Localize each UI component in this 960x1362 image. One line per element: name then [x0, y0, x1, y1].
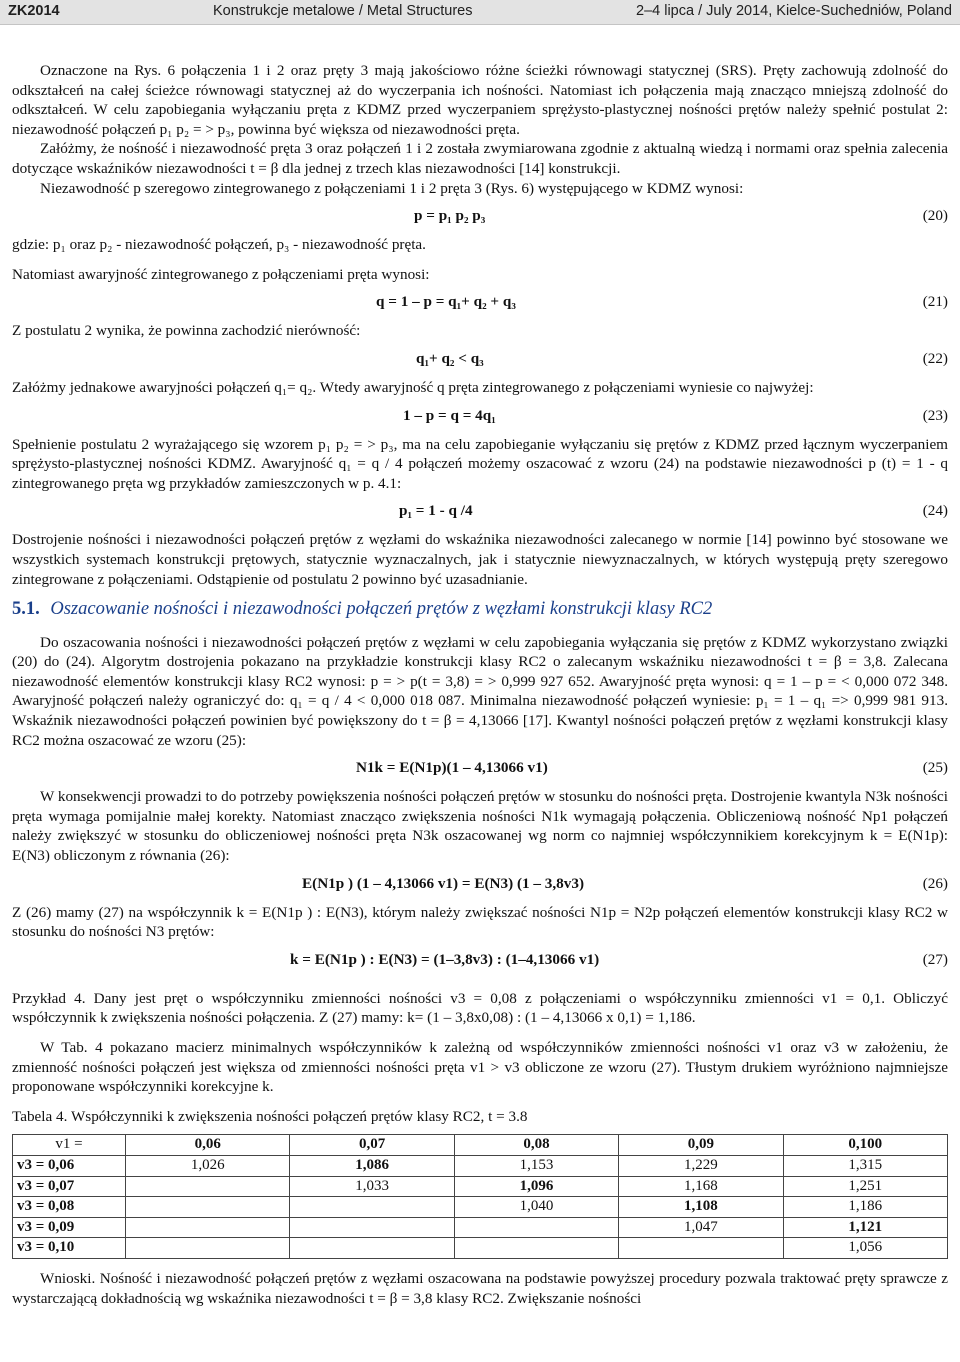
paragraph: Wnioski. Nośność i niezawodność połączeń prętów z węzłami oszacowana na podstawie powyższej procedury pozwala traktować pręty sprawcze z wystarczającą dokładnością wg wskaźnika niezawodności t = β = 3,8 klasy RC2. Zwiększanie nośności: [12, 1269, 948, 1307]
conference-dates: 2–4 lipca / July 2014, Kielce-Suchedniów, Poland: [636, 3, 952, 19]
table-cell: 1,086: [290, 1155, 454, 1176]
table-cell: 1,026: [126, 1155, 290, 1176]
table-column-header: 0,100: [783, 1135, 947, 1156]
paragraph: W konsekwencji prowadzi to do potrzeby powiększenia nośności połączeń prętów w stosunku do nośności pręta. Dostrojenie kwantyla N3k nośności pręta wymaga pomijalnie małej korekty. Natomiast znacząco zwiększenia nośności N1k wymagają połączenia. Obliczeniową nośność Np1 połączeń należy zwiększyć w stosunku do obliczeniowej nośności pręta N3k oszacowanej wg norm co najmniej współczynnikiem korekcyjnym k = E(N1p): E(N3) obliczonym z równania (26):: [12, 788, 948, 865]
table-cell: [290, 1238, 454, 1259]
table-cell: [290, 1197, 454, 1218]
table-cell: 1,121: [783, 1217, 947, 1238]
table-cell: 1,047: [619, 1217, 783, 1238]
equation-25: [12, 758, 948, 778]
equation-21: [12, 292, 948, 312]
equation-body: E(N1p ) (1 – 4,13066 v1) = E(N3) (1 – 3,8v3): [302, 874, 585, 892]
table-cell: 1,153: [454, 1155, 618, 1176]
table-row: [13, 1197, 948, 1218]
paragraph: Z postulatu 2 wynika, że powinna zachodzić nierówność:: [12, 322, 361, 340]
table-row-header: v3 = 0,10: [13, 1238, 126, 1259]
equation-20: [12, 206, 948, 226]
paragraph: Spełnienie postulatu 2 wyrażającego się wzorem p₁ p₂ = > p₃, ma na celu zapobieganie wyłączaniu się prętów z KDMZ przed łącznym wyczerpaniem sprężysto-plastycznej nośności KDMZ. Awaryjność q₁ = q / 4 połączeń możemy oszacować z wzoru (24) na podstawie niezawodności p (t) = 1 - q zintegrowanego pręta wg przykładów zamieszczonych w p. 4.1:: [12, 435, 948, 492]
page-header: [0, 0, 960, 25]
equation-24: [12, 501, 948, 521]
paragraph: Dostrojenie nośności i niezawodności połączeń prętów z węzłami do wskaźnika niezawodności zalecanego w normie [14] powinno być stosowane we wszystkich systemach konstrukcji prętowych, statycznie wyznaczalnych, jak i statycznie niewyznaczalnych, w których występują pręty szeregowo zintegrowane z połączeniami. Odstąpienie od postulatu 2 powinno być uzasadnianie.: [12, 531, 948, 588]
paragraph: Do oszacowania nośności i niezawodności połączeń prętów z węzłami w celu zapobiegania wyłączania się prętów z KDMZ wykorzystano związki (20) do (24). Algorytm dostrojenia pokazano na przykładzie konstrukcji klasy RC2 o zalecanym wskaźniku niezawodności t = β = 3,8. Zalecana niezawodność elementów konstrukcji klasy RC2 wynosi: p = > p(t = 3,8) = > 0,999 927 652. Awaryjność pręta wynosi: q = 1 – p = < 0,000 072 348. Awaryjność połączeń należy ograniczyć do: q₁ = q / 4 < 0,000 018 087. Minimalna niezawodność połączeń wyniesie: p₁ = 1 – q₁ => 0,999 981 913. Wskaźnik niezawodności połączeń powinien być powiększony do t = β = 4,13066 [17]. Kwantyl nośności połączeń prętów z węzłami konstrukcji klasy RC2 można oszacować ze wzoru (25):: [12, 633, 948, 749]
paragraph: Niezawodność p szeregowo zintegrowanego z połączeniami 1 i 2 pręta 3 (Rys. 6) występującego w KDMZ wynosi:: [40, 179, 744, 197]
table-cell: 1,096: [454, 1176, 618, 1197]
table-cell: 1,040: [454, 1197, 618, 1218]
section-heading: [12, 600, 948, 620]
equation-number: (26): [922, 874, 948, 892]
table-cell: [454, 1238, 618, 1259]
paragraph: Z (26) mamy (27) na współczynnik k = E(N1p ) : E(N3), którym należy zwiększać nośności N1p = N2p połączeń elementów konstrukcji klasy RC2 w stosunku do nośności N3 prętów:: [12, 903, 948, 941]
section-title: Oszacowanie nośności i niezawodności połączeń prętów z węzłami konstrukcji klasy RC2: [50, 599, 713, 620]
paragraph: Oznaczone na Rys. 6 połączenia 1 i 2 oraz pręty 3 mają jakościowo różne ścieżki równowagi statycznej (SRS). Pręty zachowują zdolność do odkształceń na całej ścieżce równowagi statycznej aż do wyczerpania ich nośności. Natomiast ich połączenia mają znacząco mniejszą zdolność do odkształceń. W celu zapobiegania wyłączaniu pręta z KDMZ przed wyczerpaniem sprężysto-plastycznej nośności prętów należy spełnić postulat 2: niezawodność połączeń p₁ p₂ = > p₃, powinna być większa od niezawodności pręta.: [12, 62, 948, 138]
paragraph: W Tab. 4 pokazano macierz minimalnych współczynników k zależną od współczynników zmienności nośności v1 oraz v3 w założeniu, że zmienność nośności połączeń jest większa od zmienności nośności pręta v1 > v3 obliczone ze wzoru (27). Tłustym drukiem wyróżniono najmniejsze proponowane współczynniki korekcyjne k.: [12, 1039, 948, 1096]
table-cell: [126, 1176, 290, 1197]
table-row: [13, 1238, 948, 1259]
conference-name: ZK2014: [8, 3, 60, 19]
table-row: [13, 1155, 948, 1176]
equation-body: k = E(N1p ) : E(N3) = (1–3,8v3) : (1–4,13066 v1): [290, 950, 600, 968]
equation-body: q = 1 – p = q₁+ q₂ + q₃: [376, 293, 516, 311]
page-body: [12, 61, 948, 1308]
equation-22: [12, 349, 948, 369]
table-header-row: [13, 1135, 948, 1156]
equation-body: p = p₁ p₂ p₃: [414, 207, 486, 225]
table-row: [13, 1217, 948, 1238]
paragraph: Natomiast awaryjność zintegrowanego z połączeniami pręta wynosi:: [12, 265, 430, 283]
table-cell: 1,108: [619, 1197, 783, 1218]
equation-23: [12, 406, 948, 426]
equation-number: (24): [922, 502, 948, 520]
equation-number: (20): [922, 207, 948, 225]
paragraph: Przykład 4. Dany jest pręt o współczynniku zmienności nośności v3 = 0,08 z połączeniami o współczynniku zmienności v1 = 0,1. Obliczyć współczynnik k zwiększenia nośności połączenia. Z (27) mamy: k= (1 – 3,8x0,08) : (1 – 4,13066 x 0,1) = 1,186.: [12, 989, 948, 1027]
table-cell: [126, 1217, 290, 1238]
table-column-header: 0,09: [619, 1135, 783, 1156]
equation-body: N1k = E(N1p)(1 – 4,13066 v1): [356, 759, 548, 777]
table-cell: 1,315: [783, 1155, 947, 1176]
table-column-header: 0,07: [290, 1135, 454, 1156]
coefficient-table: [12, 1134, 948, 1259]
equation-body: 1 – p = q = 4q₁: [403, 406, 496, 424]
table-cell: [454, 1217, 618, 1238]
table-row-header: v3 = 0,08: [13, 1197, 126, 1218]
table-cell: [290, 1217, 454, 1238]
table-column-header: 0,06: [126, 1135, 290, 1156]
paragraph: Załóżmy, że nośność i niezawodność pręta 3 oraz połączeń 1 i 2 została zwymiarowana zgodnie z aktualną wiedzą i normami oraz spełnia zalecenia dotyczące wskaźników niezawodności t = β dla jednej z trzech klas niezawodności [14] konstrukcji.: [12, 140, 948, 177]
table-cell: 1,033: [290, 1176, 454, 1197]
equation-26: [12, 874, 948, 894]
table-row-header: v3 = 0,07: [13, 1176, 126, 1197]
table-caption: Tabela 4. Współczynniki k zwiększenia nośności połączeń prętów klasy RC2, t = 3.8: [12, 1107, 528, 1125]
equation-body: p₁ = 1 - q /4: [399, 502, 473, 520]
equation-number: (25): [922, 759, 948, 777]
equation-body: q₁+ q₂ < q₃: [416, 349, 484, 367]
conference-subtitle: Konstrukcje metalowe / Metal Structures: [213, 3, 473, 19]
table-column-header: 0,08: [454, 1135, 618, 1156]
table-row: [13, 1176, 948, 1197]
table-row-header: v3 = 0,06: [13, 1155, 126, 1176]
table-cell: 1,251: [783, 1176, 947, 1197]
equation-number: (27): [922, 950, 948, 968]
table-cell: 1,229: [619, 1155, 783, 1176]
equation-number: (23): [922, 406, 948, 424]
table-cell: [126, 1238, 290, 1259]
paragraph: gdzie: p₁ oraz p₂ - niezawodność połączeń, p₃ - niezawodność pręta.: [12, 236, 426, 254]
equation-number: (22): [922, 349, 948, 367]
table-cell: 1,168: [619, 1176, 783, 1197]
table-cell: 1,056: [783, 1238, 947, 1259]
paragraph: Załóżmy jednakowe awaryjności połączeń q₁= q₂. Wtedy awaryjność q pręta zintegrowanego z połączeniami wyniesie co najwyżej:: [12, 378, 814, 396]
table-cell: [619, 1238, 783, 1259]
equation-27: [12, 950, 948, 970]
table-corner-cell: v1 =: [13, 1135, 126, 1156]
equation-number: (21): [922, 293, 948, 311]
table-cell: [126, 1197, 290, 1218]
table-cell: 1,186: [783, 1197, 947, 1218]
table-row-header: v3 = 0,09: [13, 1217, 126, 1238]
section-number: 5.1.: [12, 599, 40, 620]
